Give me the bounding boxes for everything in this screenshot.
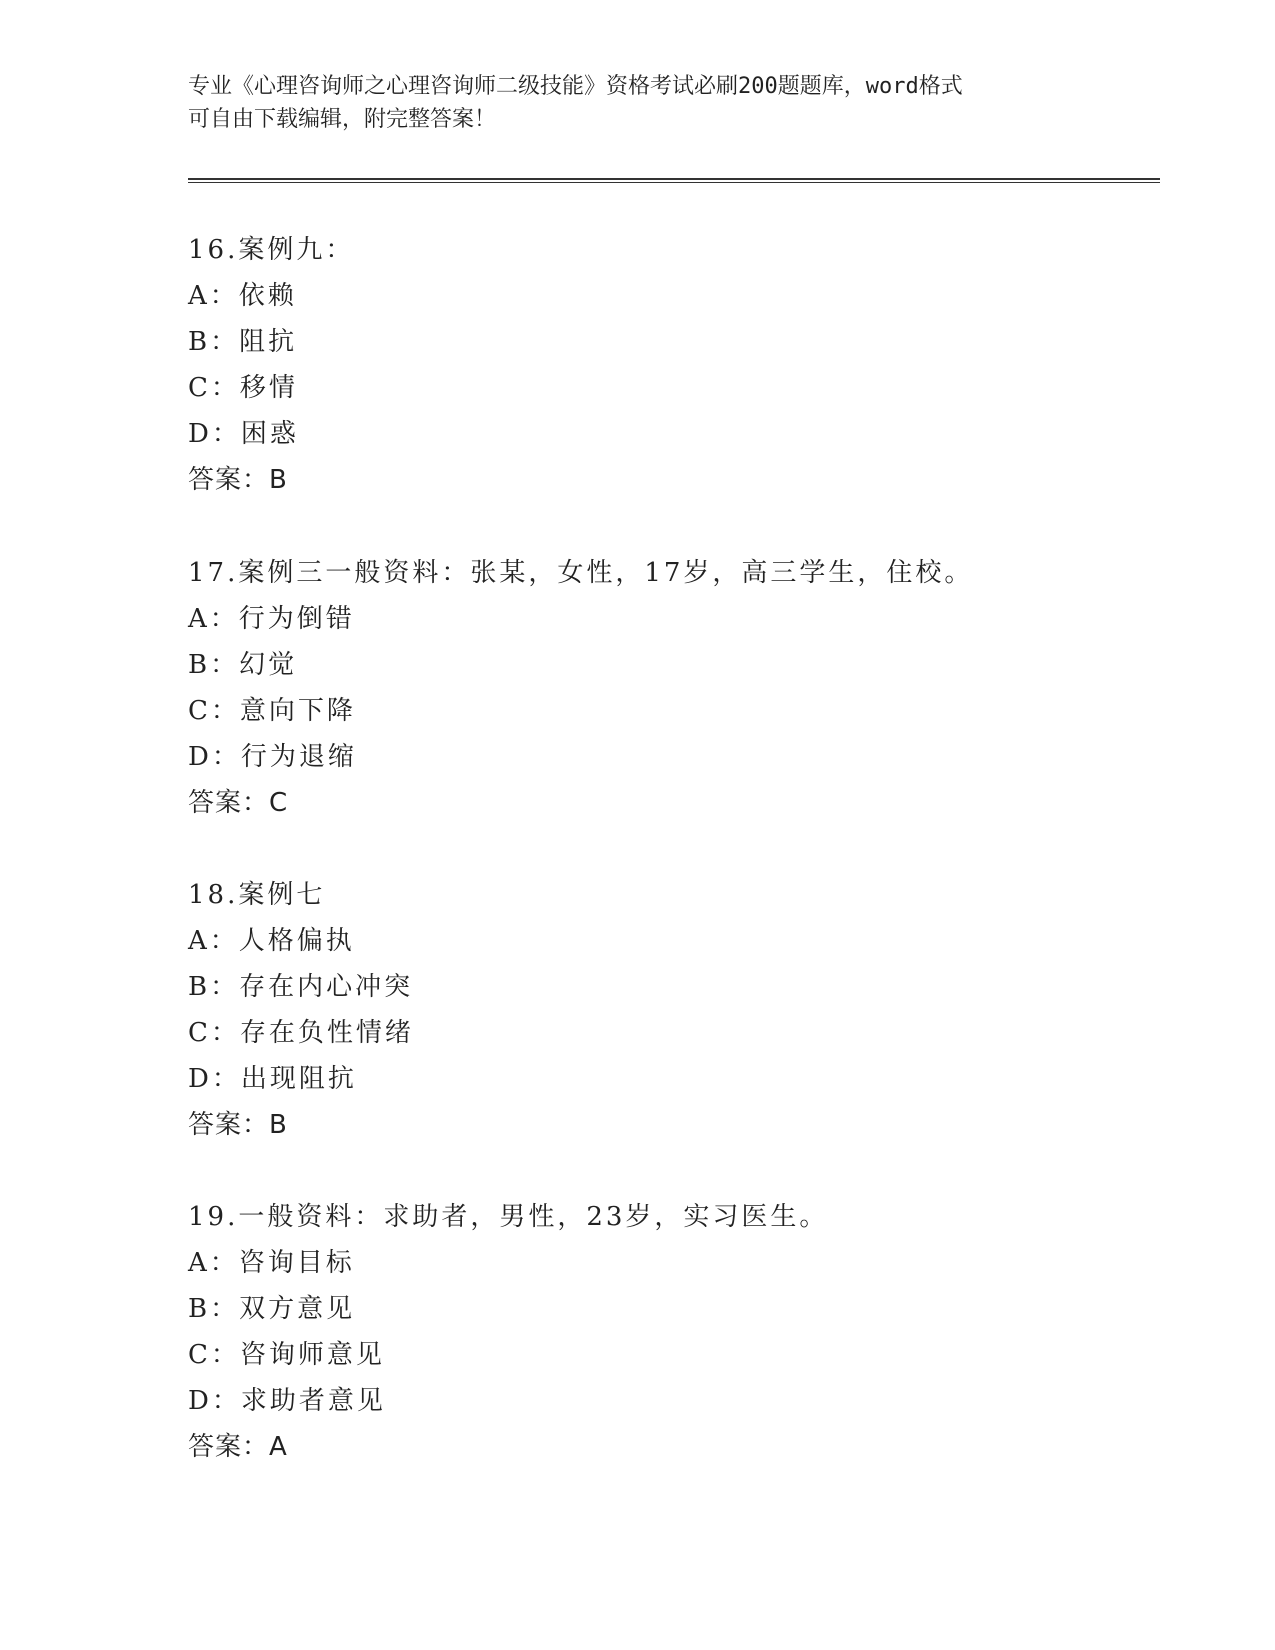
option-d: D：困惑: [188, 419, 299, 449]
question-19: [188, 1194, 1088, 1470]
option-b: B：幻觉: [188, 650, 298, 680]
header-divider: [188, 178, 1160, 183]
option-d: D：求助者意见: [188, 1386, 386, 1416]
answer: 答案：B: [188, 1110, 288, 1140]
answer: 答案：B: [188, 465, 288, 495]
question-stem: 19.一般资料：求助者，男性，23岁，实习医生。: [188, 1202, 829, 1232]
option-a: A：人格偏执: [188, 926, 355, 956]
option-c: C：咨询师意见: [188, 1340, 385, 1370]
option-d: D：行为退缩: [188, 742, 357, 772]
question-17: [188, 550, 1088, 826]
header-line-2: 可自由下载编辑，附完整答案！: [188, 107, 497, 132]
option-b: B：阻抗: [188, 327, 298, 357]
question-18: [188, 872, 1088, 1148]
option-c: C：存在负性情绪: [188, 1018, 414, 1048]
document-header: [188, 70, 1088, 136]
question-stem: 18.案例七: [188, 880, 326, 910]
question-stem: 16.案例九：: [188, 235, 355, 265]
option-a: A：依赖: [188, 281, 297, 311]
question-16: [188, 227, 1088, 503]
question-stem: 17.案例三一般资料：张某，女性，17岁，高三学生，住校。: [188, 558, 974, 588]
option-a: A：行为倒错: [188, 604, 355, 634]
option-c: C：意向下降: [188, 696, 356, 726]
header-line-1: 专业《心理咨询师之心理咨询师二级技能》资格考试必刷200题题库，word格式: [188, 74, 963, 99]
option-d: D：出现阻抗: [188, 1064, 357, 1094]
option-a: A：咨询目标: [188, 1248, 355, 1278]
option-b: B：存在内心冲突: [188, 972, 414, 1002]
answer: 答案：A: [188, 1432, 288, 1462]
answer: 答案：C: [188, 788, 289, 818]
option-c: C：移情: [188, 373, 298, 403]
option-b: B：双方意见: [188, 1294, 356, 1324]
